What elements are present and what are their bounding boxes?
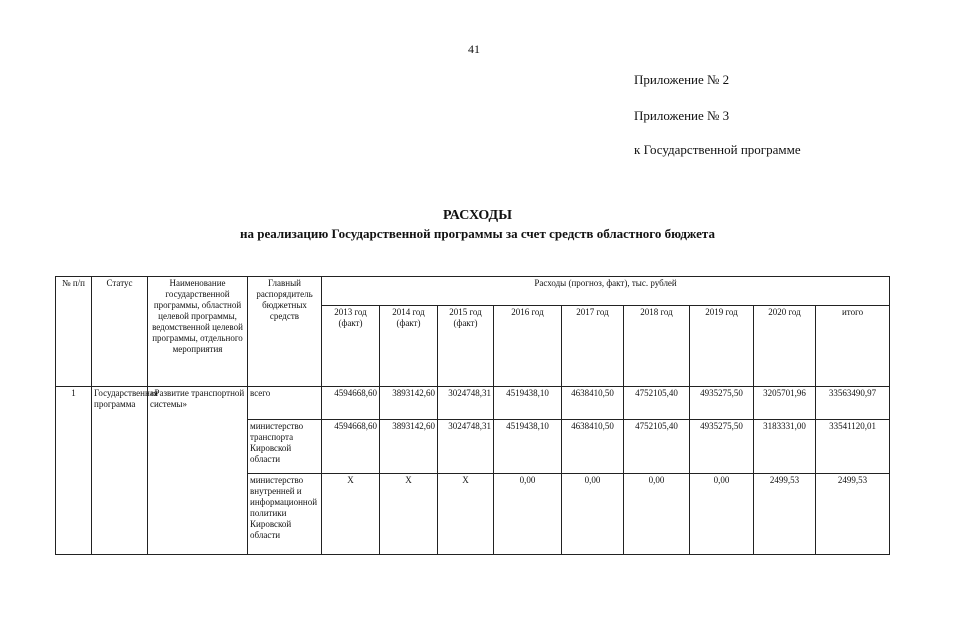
cell-value: 4594668,60	[322, 420, 380, 474]
cell-value: 0,00	[494, 474, 562, 555]
cell-value: 0,00	[690, 474, 754, 555]
row-num: 1	[56, 387, 92, 555]
cell-value: 3183331,00	[754, 420, 816, 474]
header-status: Статус	[92, 277, 148, 387]
cell-value: 2499,53	[816, 474, 890, 555]
table-row	[56, 387, 890, 420]
cell-value: 3205701,96	[754, 387, 816, 420]
cell-value: 4638410,50	[562, 387, 624, 420]
cell-value: Х	[322, 474, 380, 555]
header-expenses: Расходы (прогноз, факт), тыс. рублей	[322, 277, 890, 306]
cell-value: 0,00	[562, 474, 624, 555]
cell-value: 3024748,31	[438, 420, 494, 474]
cell-value: 0,00	[624, 474, 690, 555]
cell-value: 33563490,97	[816, 387, 890, 420]
cell-value: 4752105,40	[624, 387, 690, 420]
row-manager: всего	[248, 387, 322, 420]
header-year-2017: 2017 год	[562, 306, 624, 387]
header-year-2014: 2014 год (факт)	[380, 306, 438, 387]
row-manager: министерство транспорта Кировской области	[248, 420, 322, 474]
cell-value: 4752105,40	[624, 420, 690, 474]
expenses-table	[55, 276, 890, 555]
row-status: Государственная программа	[92, 387, 148, 555]
document-title: РАСХОДЫ	[443, 208, 512, 223]
cell-value: 2499,53	[754, 474, 816, 555]
header-total: итого	[816, 306, 890, 387]
cell-value: 3893142,60	[380, 387, 438, 420]
page-number: 41	[468, 42, 480, 56]
header-year-2018: 2018 год	[624, 306, 690, 387]
header-year-2016: 2016 год	[494, 306, 562, 387]
cell-value: 33541120,01	[816, 420, 890, 474]
appendix-line-2: Приложение № 3	[634, 108, 730, 123]
header-num: № п/п	[56, 277, 92, 387]
table-header-row	[56, 277, 890, 306]
row-manager: министерство внутренней и информационной политики Кировской области	[248, 474, 322, 555]
header-year-2020: 2020 год	[754, 306, 816, 387]
cell-value: 3893142,60	[380, 420, 438, 474]
cell-value: 4638410,50	[562, 420, 624, 474]
header-year-2015: 2015 год (факт)	[438, 306, 494, 387]
cell-value: 4519438,10	[494, 387, 562, 420]
appendix-line-3: к Государственной программе	[634, 142, 801, 157]
document-subtitle: на реализацию Государственной программы за счет средств областного бюджета	[240, 226, 715, 241]
row-name: «Развитие транспортной системы»	[148, 387, 248, 555]
header-manager: Главный распорядитель бюджетных средств	[248, 277, 322, 387]
cell-value: 3024748,31	[438, 387, 494, 420]
cell-value: 4935275,50	[690, 387, 754, 420]
header-name: Наименование государственной программы, областной целевой программы, ведомственной целевой программы, отдельного мероприятия	[148, 277, 248, 387]
header-year-2019: 2019 год	[690, 306, 754, 387]
header-year-2013: 2013 год (факт)	[322, 306, 380, 387]
cell-value: 4519438,10	[494, 420, 562, 474]
cell-value: Х	[438, 474, 494, 555]
cell-value: 4594668,60	[322, 387, 380, 420]
cell-value: 4935275,50	[690, 420, 754, 474]
appendix-line-1: Приложение № 2	[634, 72, 730, 87]
cell-value: Х	[380, 474, 438, 555]
